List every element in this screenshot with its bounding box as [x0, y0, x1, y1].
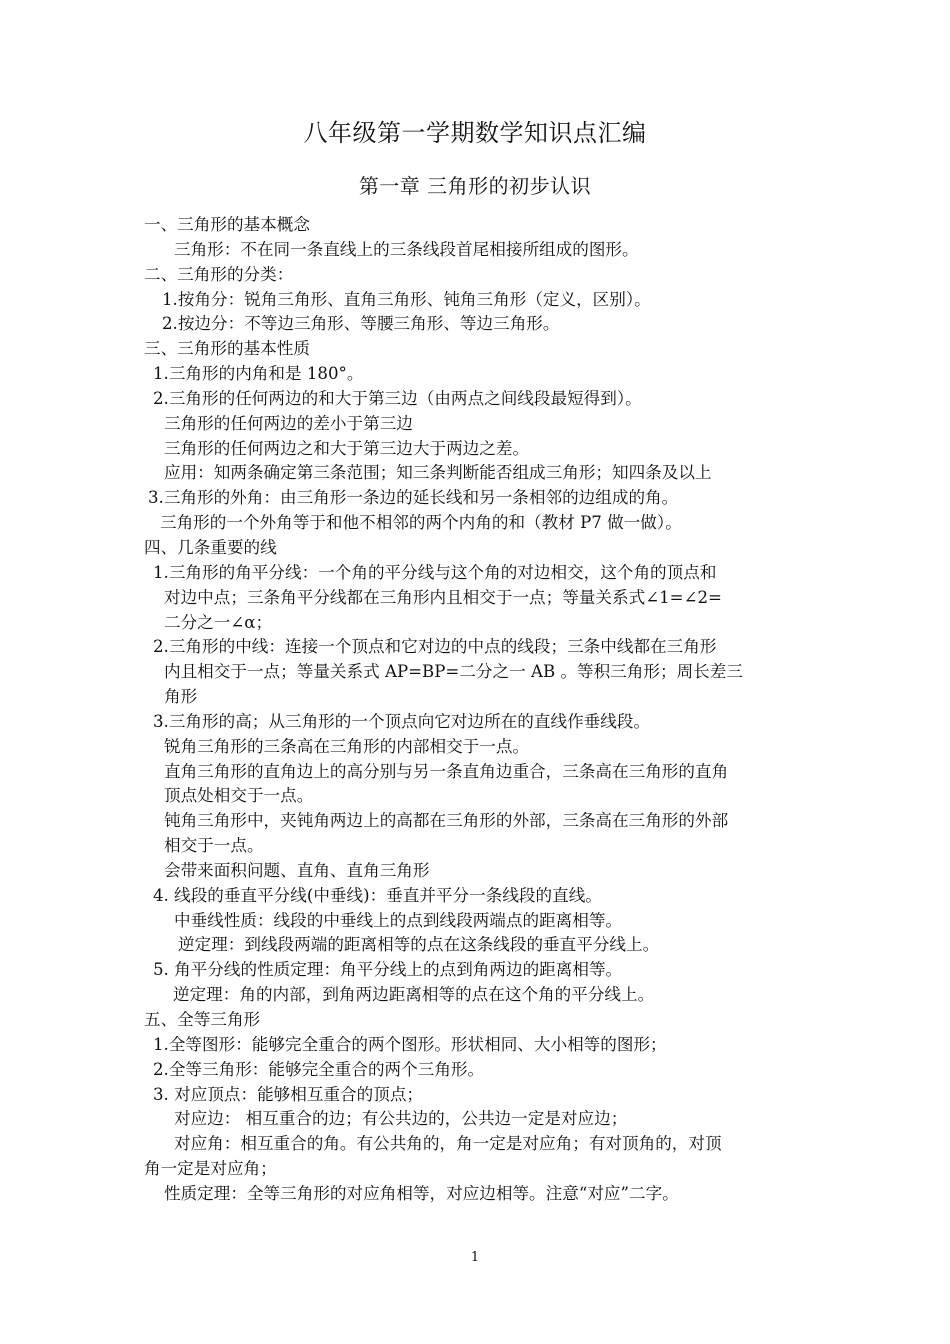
text-line: 直角三角形的直角边上的高分别与另一条直角边重合，三条高在三角形的直角: [164, 761, 729, 781]
text-line: 四、几条重要的线: [144, 537, 277, 557]
page-number: 1: [470, 1250, 480, 1265]
text-line: 应用：知两条确定第三条范围；知三条判断能否组成三角形；知四条及以上: [164, 463, 712, 483]
text-line: 三角形：不在同一条直线上的三条线段首尾相接所组成的图形。: [174, 239, 639, 259]
text-line: 对边中点；三条角平分线都在三角形内且相交于一点；等量关系式∠1=∠2=: [164, 587, 722, 607]
text-line: 角形: [164, 687, 198, 707]
text-line: 三角形的任何两边的差小于第三边: [164, 413, 413, 433]
text-line: 3.三角形的外角：由三角形一条边的延长线和另一条相邻的边组成的角。: [148, 488, 679, 508]
document-title: 八年级第一学期数学知识点汇编: [303, 119, 647, 147]
text-line: 逆定理：到线段两端的距离相等的点在这条线段的垂直平分线上。: [178, 935, 660, 955]
text-line: 二、三角形的分类：: [144, 264, 294, 284]
text-line: 2.按边分：不等边三角形、等腰三角形、等边三角形。: [162, 314, 560, 334]
text-line: 1.三角形的内角和是 180°。: [153, 364, 364, 384]
text-line: 对应角：相互重合的角。有公共角的，角一定是对应角；有对顶角的，对顶: [174, 1134, 722, 1154]
text-line: 角一定是对应角；: [144, 1159, 277, 1179]
chapter-heading: 第一章 三角形的初步认识: [358, 174, 592, 198]
text-line: 1.三角形的角平分线：一个角的平分线与这个角的对边相交，这个角的顶点和: [153, 562, 717, 582]
text-line: 相交于一点。: [164, 836, 264, 856]
text-line: 2.三角形的任何两边的和大于第三边（由两点之间线段最短得到）。: [153, 388, 642, 408]
text-line: 钝角三角形中，夹钝角两边上的高都在三角形的外部，三条高在三角形的外部: [164, 811, 729, 831]
text-line: 锐角三角形的三条高在三角形的内部相交于一点。: [164, 736, 530, 756]
text-line: 顶点处相交于一点。: [164, 786, 314, 806]
text-line: 3. 对应顶点：能够相互重合的顶点；: [153, 1084, 424, 1104]
text-line: 一、三角形的基本概念: [144, 215, 310, 234]
text-line: 三、三角形的基本性质: [144, 339, 310, 359]
text-line: 1.全等图形：能够完全重合的两个图形。形状相同、大小相等的图形；: [153, 1034, 667, 1054]
text-line: 性质定理：全等三角形的对应角相等，对应边相等。注意“对应”二字。: [164, 1183, 679, 1203]
text-line: 三角形的一个外角等于和他不相邻的两个内角的和（教材 P7 做一做）。: [160, 513, 682, 533]
text-line: 5. 角平分线的性质定理：角平分线上的点到角两边的距离相等。: [153, 960, 623, 980]
text-line: 1.按角分：锐角三角形、直角三角形、钝角三角形（定义，区别）。: [162, 289, 651, 309]
text-line: 内且相交于一点；等量关系式 AP=BP=二分之一 AB 。等积三角形；周长差三: [164, 662, 743, 682]
text-line: 2.三角形的中线：连接一个顶点和它对边的中点的线段；三条中线都在三角形: [153, 637, 717, 657]
text-line: 五、全等三角形: [144, 1010, 261, 1029]
text-line: 三角形的任何两边之和大于第三边大于两边之差。: [164, 438, 530, 458]
document-body: [144, 213, 814, 1207]
text-line: 会带来面积问题、直角、直角三角形: [164, 860, 430, 880]
text-line: 逆定理：角的内部，到角两边距离相等的点在这个角的平分线上。: [173, 985, 655, 1005]
text-line: 二分之一∠α；: [164, 612, 273, 632]
text-line: 4. 线段的垂直平分线(中垂线)：垂直并平分一条线段的直线。: [153, 885, 602, 905]
text-line: 2.全等三角形：能够完全重合的两个三角形。: [153, 1059, 485, 1079]
text-line: 中垂线性质：线段的中垂线上的点到线段两端点的距离相等。: [174, 910, 623, 930]
text-line: 对应边： 相互重合的边；有公共边的，公共边一定是对应边；: [174, 1109, 628, 1129]
text-line: 3.三角形的高；从三角形的一个顶点向它对边所在的直线作垂线段。: [153, 711, 651, 731]
